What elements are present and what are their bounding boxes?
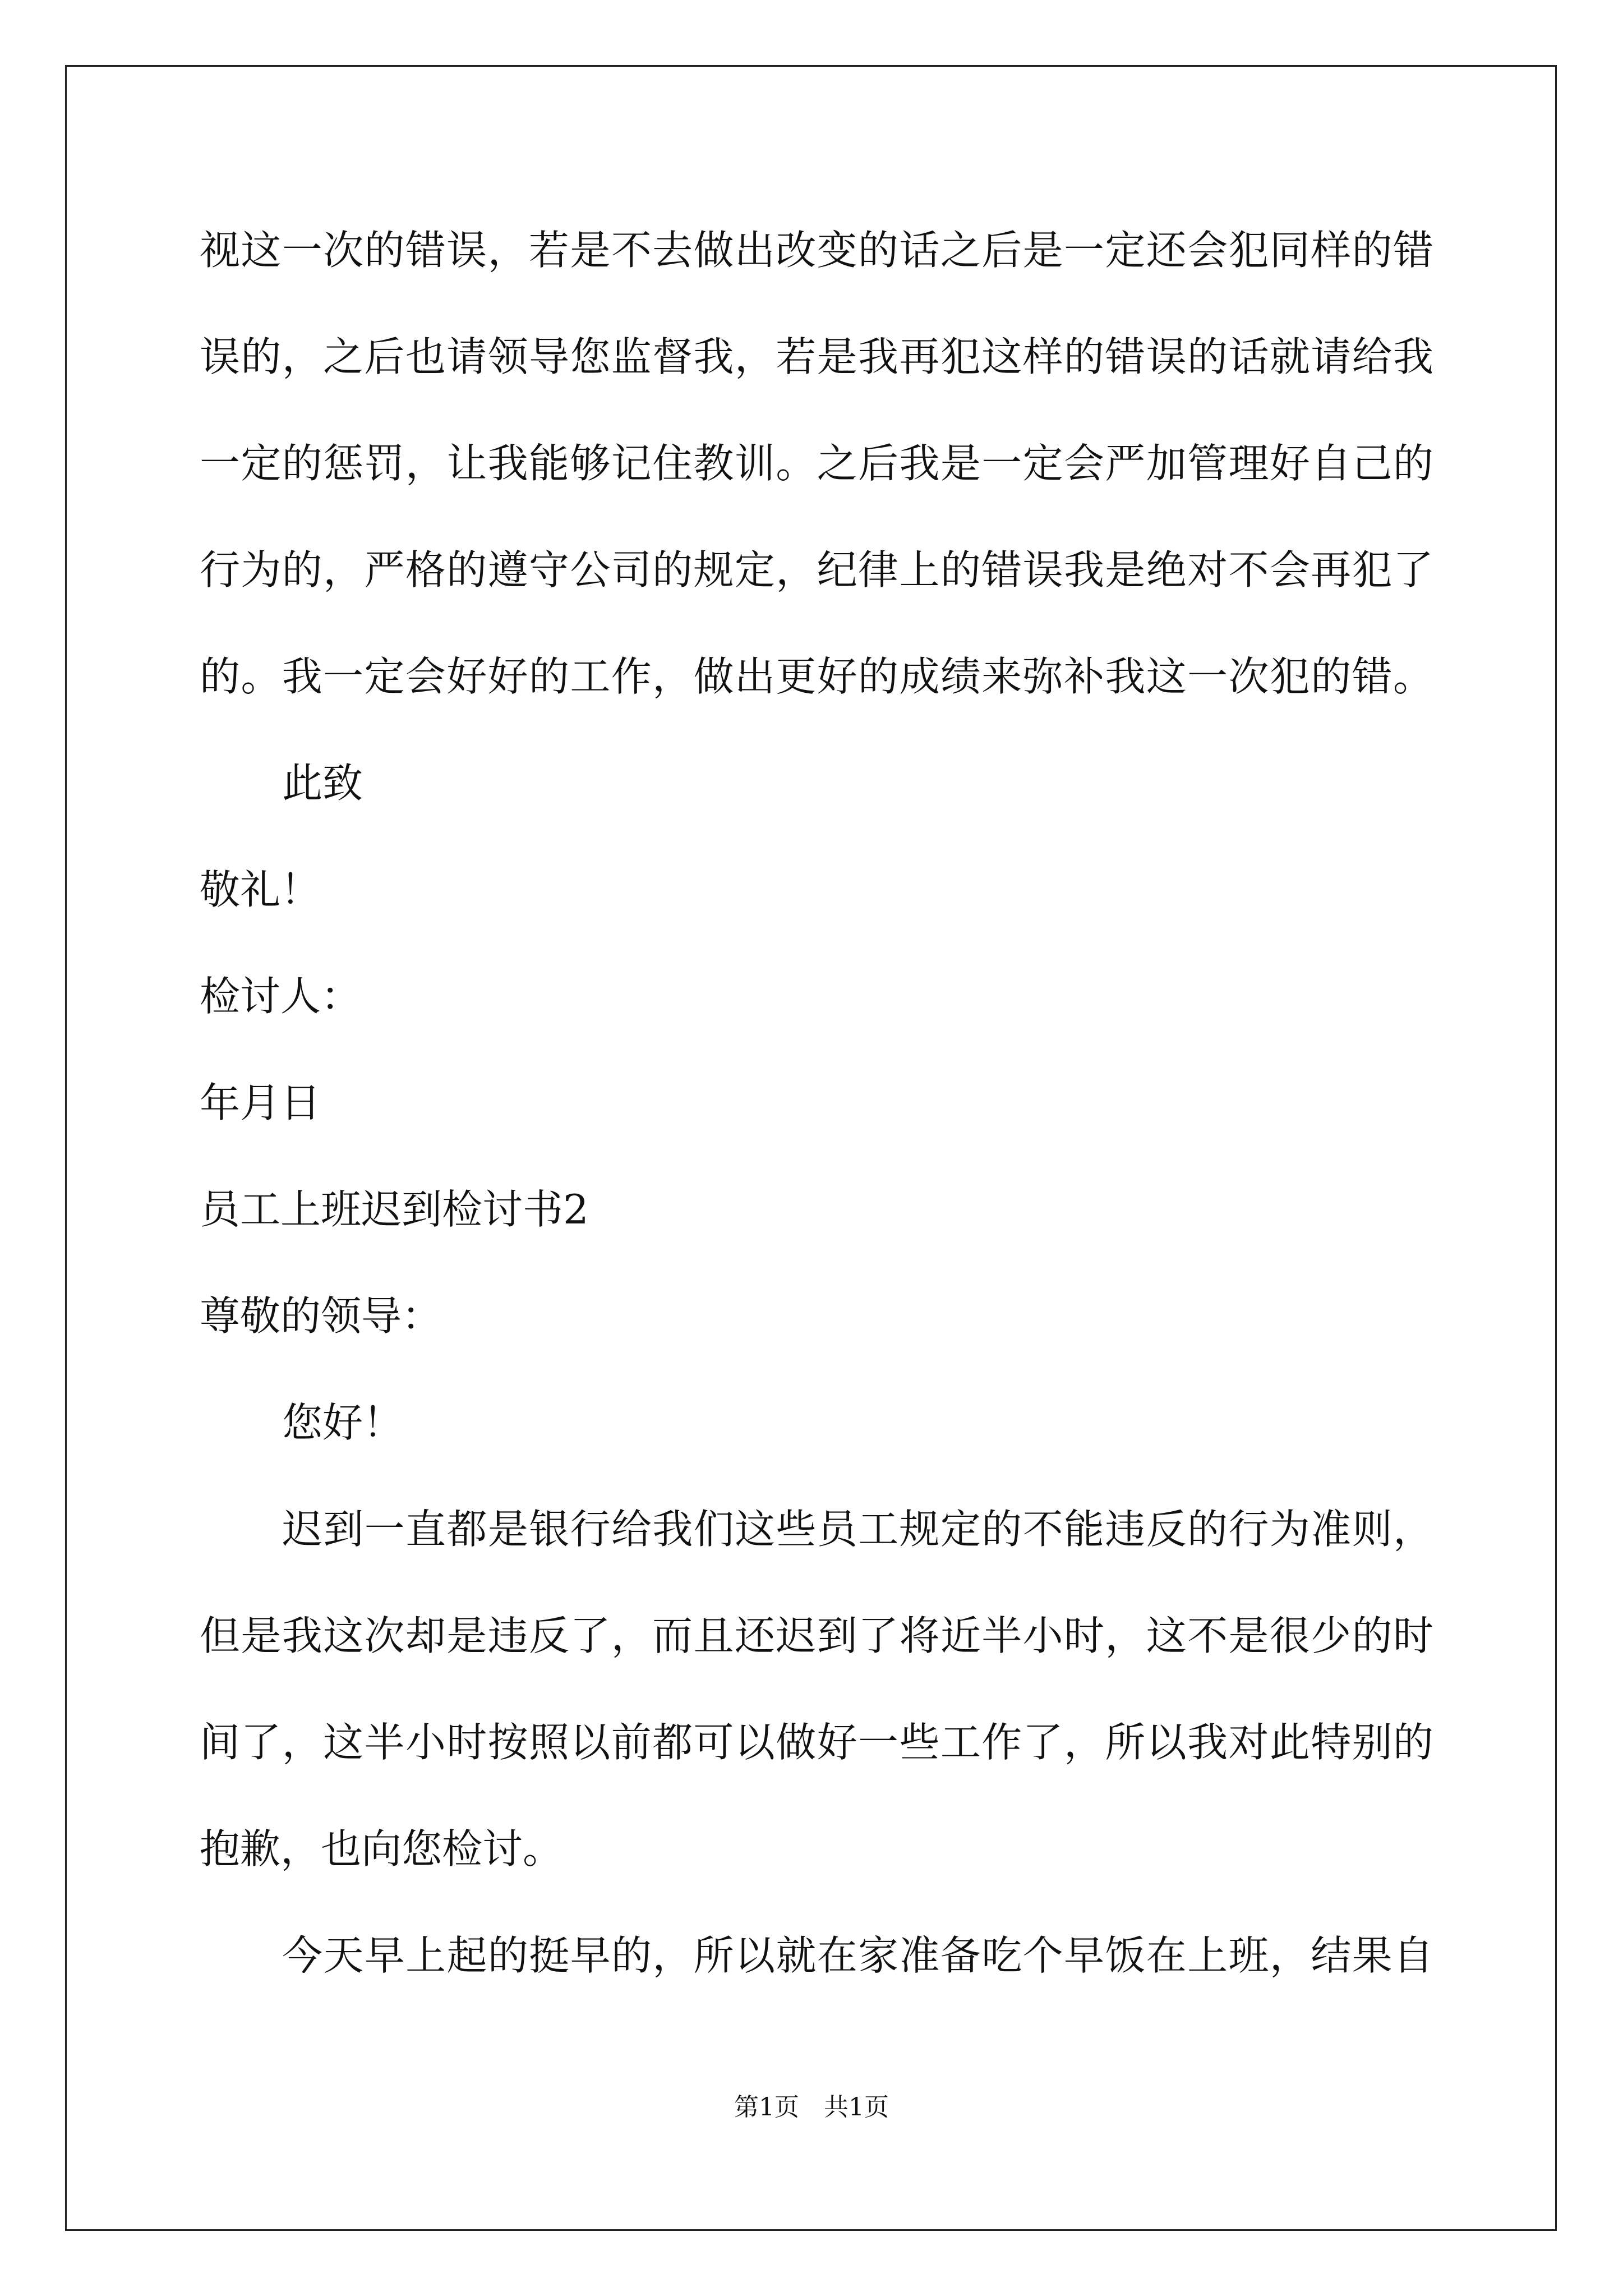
greeting-hello: 您好！: [282, 1399, 404, 1446]
body-line: 行为的，严格的遵守公司的规定，纪律上的错误我是绝对不会再犯了: [200, 546, 1433, 593]
section-title: 员工上班迟到检讨书2: [200, 1186, 589, 1233]
body-line: 一定的惩罚，让我能够记住教训。之后我是一定会严加管理好自己的: [200, 440, 1433, 487]
body-line: 但是我这次却是违反了，而且还迟到了将近半小时，这不是很少的时: [200, 1612, 1433, 1659]
body-line: 迟到一直都是银行给我们这些员工规定的不能违反的行为准则，: [282, 1506, 1433, 1553]
body-line: 误的，之后也请领导您监督我，若是我再犯这样的错误的话就请给我: [200, 333, 1433, 380]
closing-salutation: 此致: [282, 760, 363, 807]
body-line: 视这一次的错误，若是不去做出改变的话之后是一定还会犯同样的错: [200, 227, 1433, 274]
body-line: 的。我一定会好好的工作，做出更好的成绩来弥补我这一次犯的错。: [200, 653, 1433, 700]
date-label: 年月日: [200, 1079, 321, 1126]
page-frame: [65, 65, 1557, 2231]
body-line: 抱歉，也向您检讨。: [200, 1825, 564, 1872]
signer-label: 检讨人：: [200, 973, 362, 1020]
body-line: 今天早上起的挺早的，所以就在家准备吃个早饭在上班，结果自: [282, 1932, 1433, 1979]
closing-regards: 敬礼！: [200, 866, 321, 913]
greeting: 尊敬的领导：: [200, 1292, 442, 1340]
page-number-footer: 第1页 共1页: [734, 2093, 889, 2122]
body-line: 间了，这半小时按照以前都可以做好一些工作了，所以我对此特别的: [200, 1719, 1433, 1766]
